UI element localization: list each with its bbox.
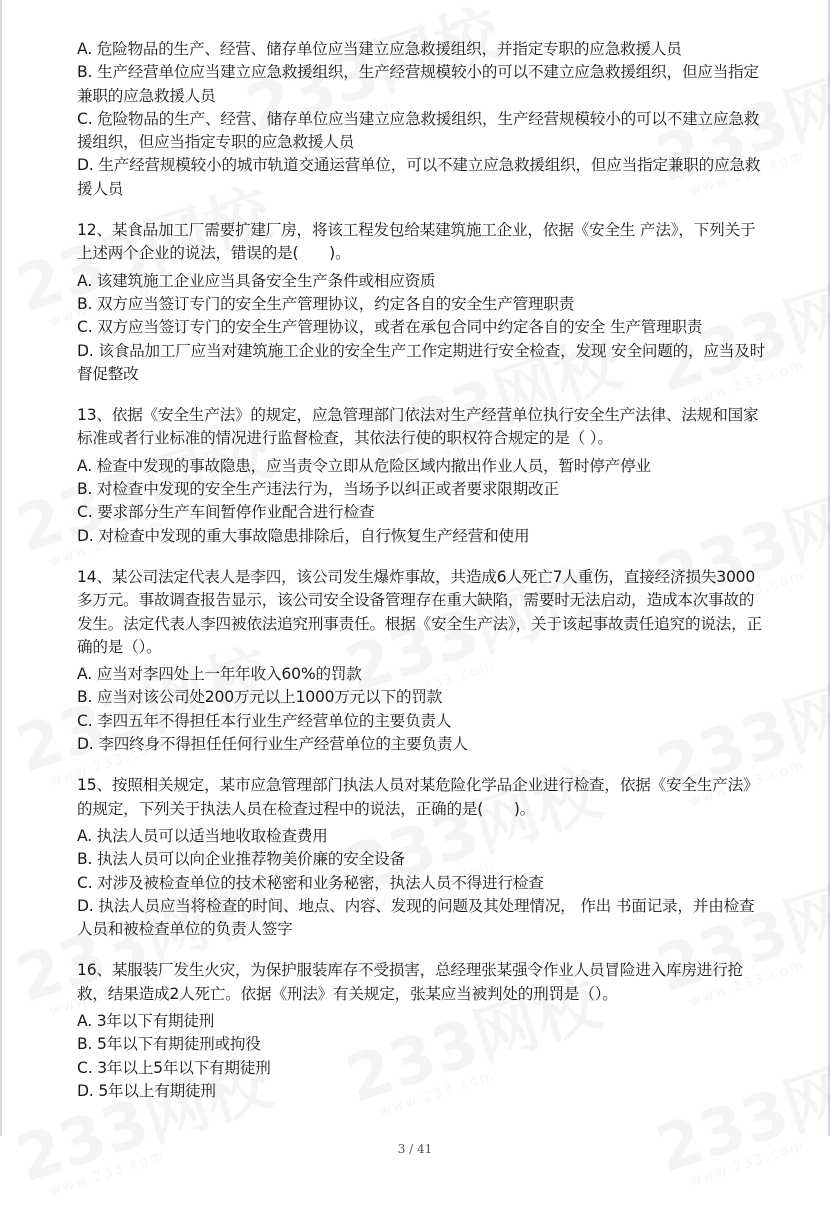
question-stem: 16、某服装厂发生火灾，为保护服装库存不受损害，总经理张某强令作业人员冒险进入库房进行抢救，结果造成2人死亡。依据《刑法》有关规定，张某应当被判处的刑罚是（）。	[77, 961, 743, 1003]
question-stem: 15、按照相关规定，某市应急管理部门执法人员对某危险化学品企业进行检查，依据《安全生产法》的规定，下列关于执法人员在检查过程中的说法，正确的是( )。	[77, 776, 759, 818]
option-c: C. 对涉及被检查单位的技术秘密和业务秘密，执法人员不得进行检查	[77, 873, 544, 892]
option-a: A. 危险物品的生产、经营、储存单位应当建立应急救援组织，并指定专职的应急救援人员	[77, 40, 682, 58]
option-c: C. 双方应当签订专门的安全生产管理协议，或者在承包合同中约定各自的安全 生产管理职责	[77, 318, 703, 337]
option-d: D. 对检查中发现的重大事故隐患排除后，自行恢复生产经营和使用	[77, 526, 530, 545]
question-stem: 13、依据《安全生产法》的规定，应急管理部门依法对生产经营单位执行安全生产法律、法规和国家标准或者行业标准的情况进行监督检查，其依法行使的职权符合规定的是（ ）。	[77, 406, 759, 448]
document-content	[77, 38, 767, 1103]
option-b: B. 执法人员可以向企业推荐物美价廉的安全设备	[77, 850, 405, 869]
question-stem: 14、某公司法定代表人是李四，该公司发生爆炸事故，共造成6人死亡7人重伤，直接经济损失3000多万元。事故调查报告显示，该公司安全设备管理存在重大缺陷，需要时无法启动，造成本次事故的发生。法定代表人李四被依法追究刑事责任。根据《安全生产法》，关于该起事故责任追究的说法，正确的是（）。	[77, 567, 762, 656]
option-a: A. 3年以下有期徒刑	[77, 1011, 215, 1030]
question-15	[77, 774, 767, 941]
option-c: C. 危险物品的生产、经营、储存单位应当建立应急救援组织，生产经营规模较小的可以不建立应急救援组织，但应当指定专职的应急救援人员	[77, 109, 760, 152]
option-a: A. 应当对李四处上一年年收入60%的罚款	[77, 665, 362, 684]
option-b: B. 5年以下有期徒刑或拘役	[77, 1035, 261, 1054]
option-b: B. 双方应当签订专门的安全生产管理协议，约定各自的安全生产管理职责	[77, 294, 575, 313]
question-11-options-continued	[77, 38, 767, 201]
option-b: B. 对检查中发现的安全生产违法行为，当场予以纠正或者要求限期改正	[77, 480, 559, 499]
option-c: C. 要求部分生产车间暂停作业配合进行检查	[77, 503, 375, 522]
option-a: A. 检查中发现的事故隐患，应当责令立即从危险区域内撤出作业人员，暂时停产停业	[77, 456, 651, 475]
question-14	[77, 566, 767, 756]
option-d: D. 该食品加工厂应当对建筑施工企业的安全生产工作定期进行安全检查，发现 安全问题的，应当及时督促整改	[77, 341, 766, 383]
option-d: D. 执法人员应当将检查的时间、地点、内容、发现的问题及其处理情况， 作出 书面记录，并由检查人员和被检查单位的负责人签字	[77, 896, 755, 939]
option-b: B. 应当对该公司处200万元以上1000万元以下的罚款	[77, 688, 443, 707]
option-d: D. 李四终身不得担任任何行业生产经营单位的主要负责人	[77, 735, 468, 754]
question-12	[77, 219, 767, 386]
question-16	[77, 959, 767, 1103]
option-b: B. 生产经营单位应当建立应急救援组织，生产经营规模较小的可以不建立应急救援组织，但应当指定兼职的应急救援人员	[77, 63, 759, 105]
question-13	[77, 404, 767, 548]
option-c: C. 3年以上5年以下有期徒刑	[77, 1058, 271, 1077]
option-c: C. 李四五年不得担任本行业生产经营单位的主要负责人	[77, 711, 452, 730]
option-a: A. 执法人员可以适当地收取检查费用	[77, 826, 328, 845]
option-d: D. 生产经营规模较小的城市轨道交通运营单位，可以不建立应急救援组织，但应当指定兼职的应急救援人员	[77, 156, 761, 198]
option-a: A. 该建筑施工企业应当具备安全生产条件或相应资质	[77, 271, 436, 290]
option-d: D. 5年以上有期徒刑	[77, 1081, 216, 1100]
question-stem: 12、某食品加工厂需要扩建厂房，将该工程发包给某建筑施工企业，依据《安全生 产法》，下列关于上述两个企业的说法，错误的是( )。	[77, 221, 756, 263]
page-number: 3 / 41	[397, 1142, 433, 1156]
